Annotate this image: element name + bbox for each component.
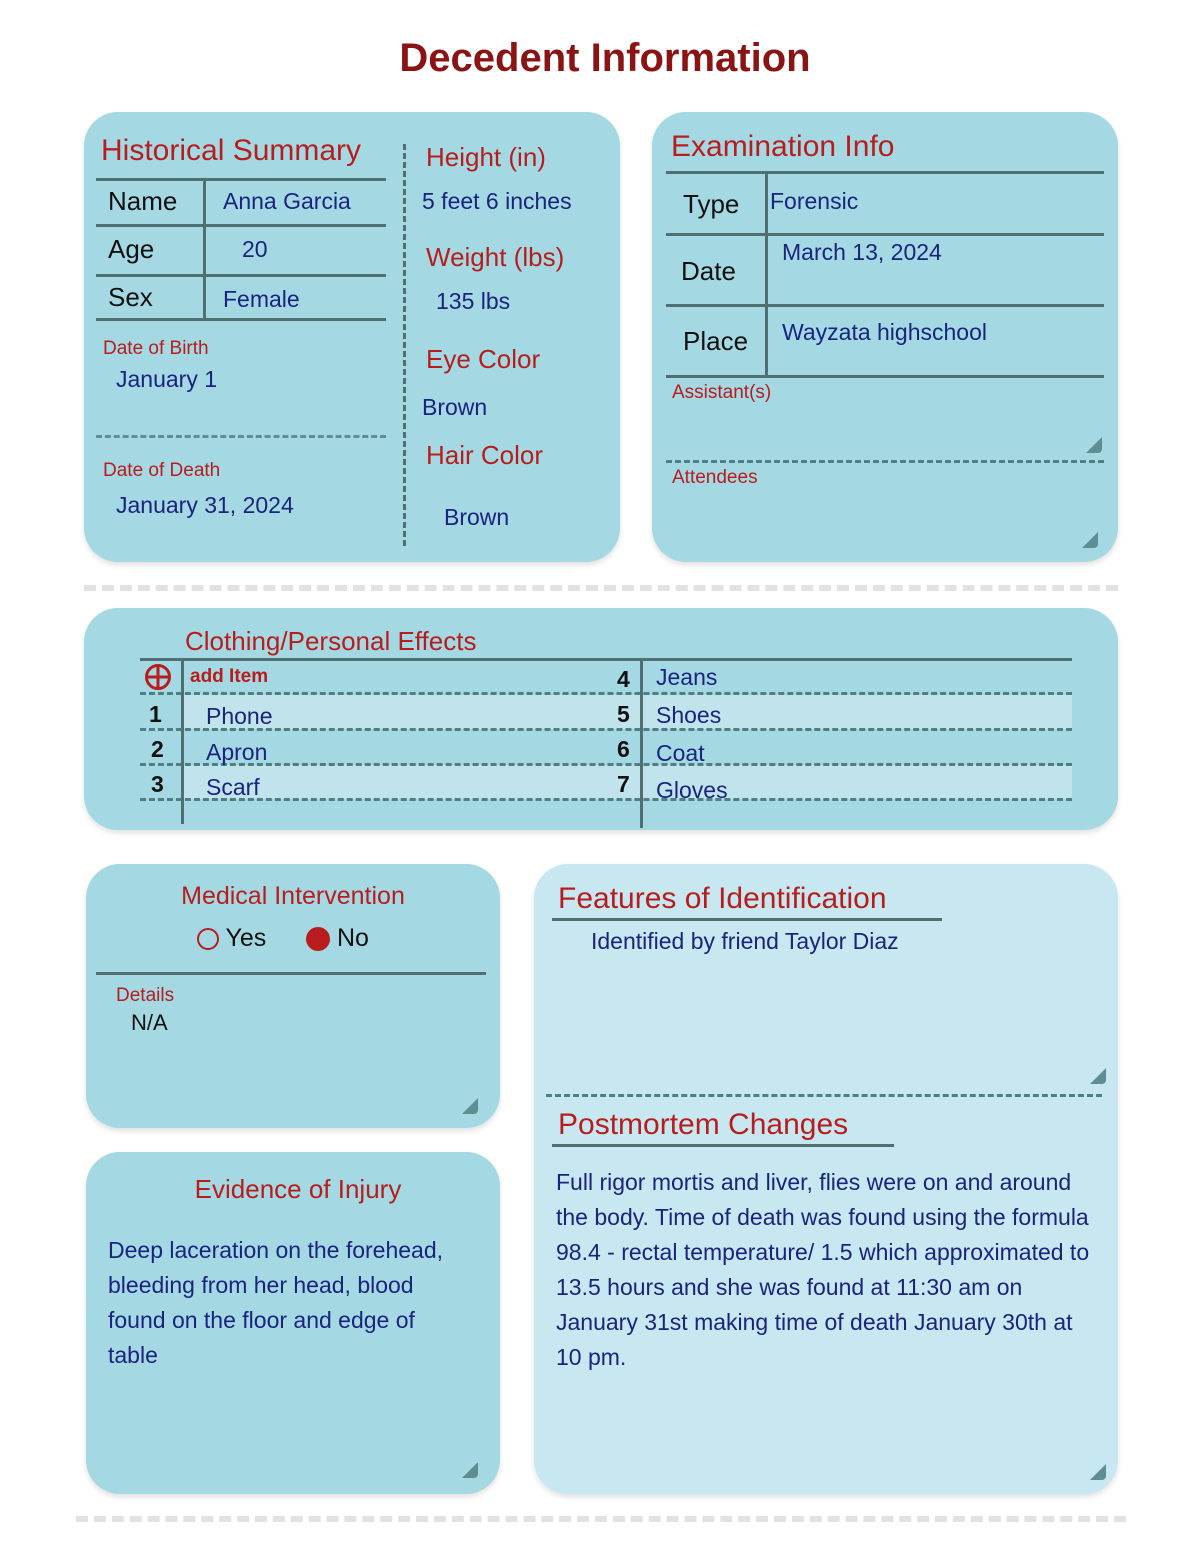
dob-value[interactable]: January 1	[116, 366, 218, 392]
item-name[interactable]: Shoes	[656, 702, 722, 728]
dashed-divider	[666, 460, 1104, 463]
dashed-divider	[546, 1094, 1102, 1097]
historical-summary-heading: Historical Summary	[101, 134, 362, 167]
evidence-of-injury-panel	[86, 1152, 500, 1494]
identification-postmortem-panel	[534, 864, 1118, 1494]
identification-heading: Features of Identification	[558, 882, 887, 915]
age-label: Age	[108, 234, 155, 264]
item-number: 5	[617, 701, 630, 727]
table-line	[96, 274, 386, 277]
name-value[interactable]: Anna Garcia	[223, 188, 351, 214]
item-name[interactable]: Jeans	[656, 664, 718, 690]
item-name[interactable]: Phone	[206, 703, 273, 729]
table-line	[96, 178, 386, 181]
type-value[interactable]: Forensic	[770, 188, 859, 214]
item-number: 4	[617, 666, 630, 692]
eye-color-value[interactable]: Brown	[422, 394, 488, 420]
item-number: 6	[617, 736, 630, 762]
resize-handle-icon[interactable]	[462, 1098, 478, 1114]
examination-info-panel	[652, 112, 1118, 562]
postmortem-heading: Postmortem Changes	[558, 1108, 849, 1141]
column-divider	[181, 658, 184, 824]
column-divider	[403, 144, 406, 546]
postmortem-text[interactable]: Full rigor mortis and liver, flies were on and around the body. Time of death was found using the formula 98.4 - rectal temperature/ 1.5 which approximated to 13.5 hours and she was found at 11:30 am on January 31st making time of death January 30th at 10 pm.	[556, 1169, 1090, 1370]
item-number: 1	[149, 701, 162, 727]
name-label: Name	[108, 186, 178, 216]
age-value[interactable]: 20	[242, 236, 268, 262]
hair-color-label: Hair Color	[426, 440, 544, 470]
item-name[interactable]: Scarf	[206, 774, 260, 800]
place-label: Place	[683, 326, 749, 356]
dod-label: Date of Death	[103, 460, 221, 481]
item-name[interactable]: Apron	[206, 739, 268, 765]
height-value[interactable]: 5 feet 6 inches	[422, 188, 572, 214]
radio-yes[interactable]	[197, 924, 266, 953]
item-name[interactable]: Gloves	[656, 777, 728, 803]
heading-underline	[552, 918, 942, 921]
injury-text[interactable]: Deep laceration on the forehead, bleeding from her head, blood found on the floor and edge of table	[108, 1237, 444, 1368]
resize-handle-icon[interactable]	[462, 1462, 478, 1478]
table-line	[96, 224, 386, 227]
column-divider	[640, 658, 643, 828]
type-label: Type	[683, 189, 740, 219]
identification-text[interactable]: Identified by friend Taylor Diaz	[591, 928, 899, 954]
details-value[interactable]: N/A	[131, 1010, 168, 1035]
add-circle-icon[interactable]	[144, 663, 172, 691]
row-divider	[140, 728, 1072, 731]
historical-summary-panel	[84, 112, 620, 562]
place-value[interactable]: Wayzata highschool	[782, 319, 987, 345]
evidence-of-injury-heading: Evidence of Injury	[194, 1174, 402, 1204]
dob-label: Date of Birth	[103, 338, 209, 359]
medical-intervention-panel	[86, 864, 500, 1128]
table-line	[666, 233, 1104, 236]
examination-info-heading: Examination Info	[671, 130, 895, 163]
table-line	[96, 318, 386, 321]
radio-yes-label: Yes	[225, 924, 267, 952]
section-separator	[84, 585, 1118, 591]
medical-intervention-heading: Medical Intervention	[181, 882, 405, 910]
height-label: Height (in)	[426, 142, 546, 172]
assistants-label: Assistant(s)	[672, 382, 772, 403]
page-title: Decedent Information	[399, 36, 811, 80]
radio-no-label: No	[336, 924, 369, 952]
row-divider	[140, 763, 1072, 766]
dod-value[interactable]: January 31, 2024	[116, 492, 294, 518]
clothing-heading: Clothing/Personal Effects	[185, 626, 477, 656]
date-value[interactable]: March 13, 2024	[782, 239, 942, 265]
table-line	[666, 304, 1104, 307]
add-item-button[interactable]: add Item	[190, 666, 269, 687]
table-line	[666, 171, 1104, 174]
section-line	[96, 972, 486, 975]
eye-color-label: Eye Color	[426, 344, 541, 374]
attendees-label: Attendees	[672, 467, 758, 488]
weight-value[interactable]: 135 lbs	[436, 288, 511, 314]
details-label: Details	[116, 985, 175, 1006]
radio-filled-icon[interactable]	[306, 927, 330, 951]
sex-label: Sex	[108, 282, 153, 312]
weight-label: Weight (lbs)	[426, 242, 565, 272]
item-number: 7	[617, 771, 630, 797]
resize-handle-icon[interactable]	[1082, 532, 1098, 548]
row-divider	[140, 798, 1072, 801]
item-name[interactable]: Coat	[656, 740, 705, 766]
table-divider	[765, 171, 768, 377]
clothing-panel	[84, 608, 1118, 830]
dashed-divider	[96, 435, 386, 438]
section-separator	[76, 1516, 1126, 1522]
resize-handle-icon[interactable]	[1086, 437, 1102, 453]
radio-empty-icon[interactable]	[197, 928, 219, 950]
item-number: 2	[151, 736, 164, 762]
table-line	[666, 375, 1104, 378]
radio-no[interactable]	[306, 924, 369, 953]
item-number: 3	[151, 771, 164, 797]
table-line	[140, 658, 1072, 661]
date-label: Date	[681, 256, 736, 286]
hair-color-value[interactable]: Brown	[444, 504, 510, 530]
row-divider	[140, 692, 1072, 695]
table-divider	[203, 178, 206, 320]
sex-value[interactable]: Female	[223, 286, 300, 312]
resize-handle-icon[interactable]	[1090, 1068, 1106, 1084]
resize-handle-icon[interactable]	[1090, 1464, 1106, 1480]
heading-underline	[552, 1144, 894, 1147]
